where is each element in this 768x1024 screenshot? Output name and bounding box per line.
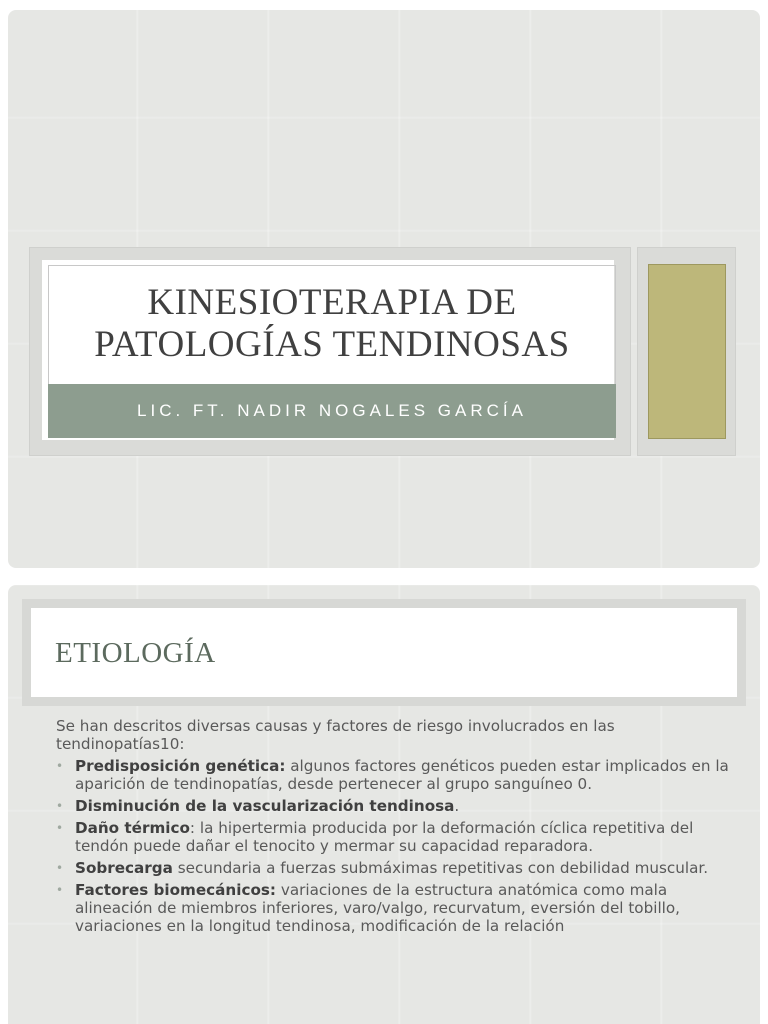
slide-subtitle: LIC. FT. NADIR NOGALES GARCÍA bbox=[137, 401, 527, 420]
heading-frame bbox=[22, 599, 746, 706]
bullet-icon: • bbox=[56, 883, 64, 897]
bullet-term: Factores biomecánicos: bbox=[75, 881, 277, 899]
slide-title bbox=[49, 282, 615, 366]
heading-box bbox=[31, 608, 737, 697]
list-item bbox=[56, 797, 732, 815]
list-item bbox=[56, 859, 732, 877]
bullet-text: . bbox=[454, 797, 460, 815]
title-slide bbox=[8, 10, 760, 568]
slide-body bbox=[56, 717, 732, 939]
slide-heading: ETIOLOGÍA bbox=[55, 637, 216, 669]
accent-frame bbox=[637, 247, 736, 456]
subtitle-bar bbox=[48, 384, 616, 438]
list-item bbox=[56, 881, 732, 935]
bullet-text: : la hipertermia producida por la deformación cíclica repetitiva del tendón puede dañar el tenocito y mermar su capacidad reparadora. bbox=[75, 819, 694, 855]
bullet-text: variaciones de la estructura anatómica como mala alineación de miembros inferiores, varo/valgo, recurvatum, eversión del tobillo, variaciones en la longitud tendinosa, modificación de la relación bbox=[75, 881, 681, 935]
title-card bbox=[42, 260, 614, 440]
list-item bbox=[56, 757, 732, 793]
bullet-term: Predisposición genética: bbox=[75, 757, 286, 775]
bullet-term: Disminución de la vascularización tendinosa bbox=[75, 797, 455, 815]
title-line-2: PATOLOGÍAS TENDINOSAS bbox=[94, 324, 570, 365]
bullet-icon: • bbox=[56, 759, 64, 773]
list-item bbox=[56, 819, 732, 855]
intro-paragraph: Se han descritos diversas causas y factores de riesgo involucrados en las tendinopatías10: bbox=[56, 717, 615, 753]
title-frame bbox=[29, 247, 631, 456]
title-area bbox=[48, 265, 616, 387]
bullet-list bbox=[56, 757, 732, 935]
bullet-text: algunos factores genéticos pueden estar implicados en la aparición de tendinopatías, desde pertenecer al grupo sanguíneo 0. bbox=[75, 757, 729, 793]
bullet-term: Sobrecarga bbox=[75, 859, 173, 877]
bullet-icon: • bbox=[56, 799, 64, 813]
bullet-term: Daño térmico bbox=[75, 819, 190, 837]
title-line-1: KINESIOTERAPIA DE bbox=[147, 282, 517, 323]
bullet-icon: • bbox=[56, 861, 64, 875]
etiology-slide bbox=[8, 585, 760, 1024]
bullet-text: secundaria a fuerzas submáximas repetitivas con debilidad muscular. bbox=[172, 859, 709, 877]
bullet-icon: • bbox=[56, 821, 64, 835]
accent-block bbox=[648, 264, 726, 439]
